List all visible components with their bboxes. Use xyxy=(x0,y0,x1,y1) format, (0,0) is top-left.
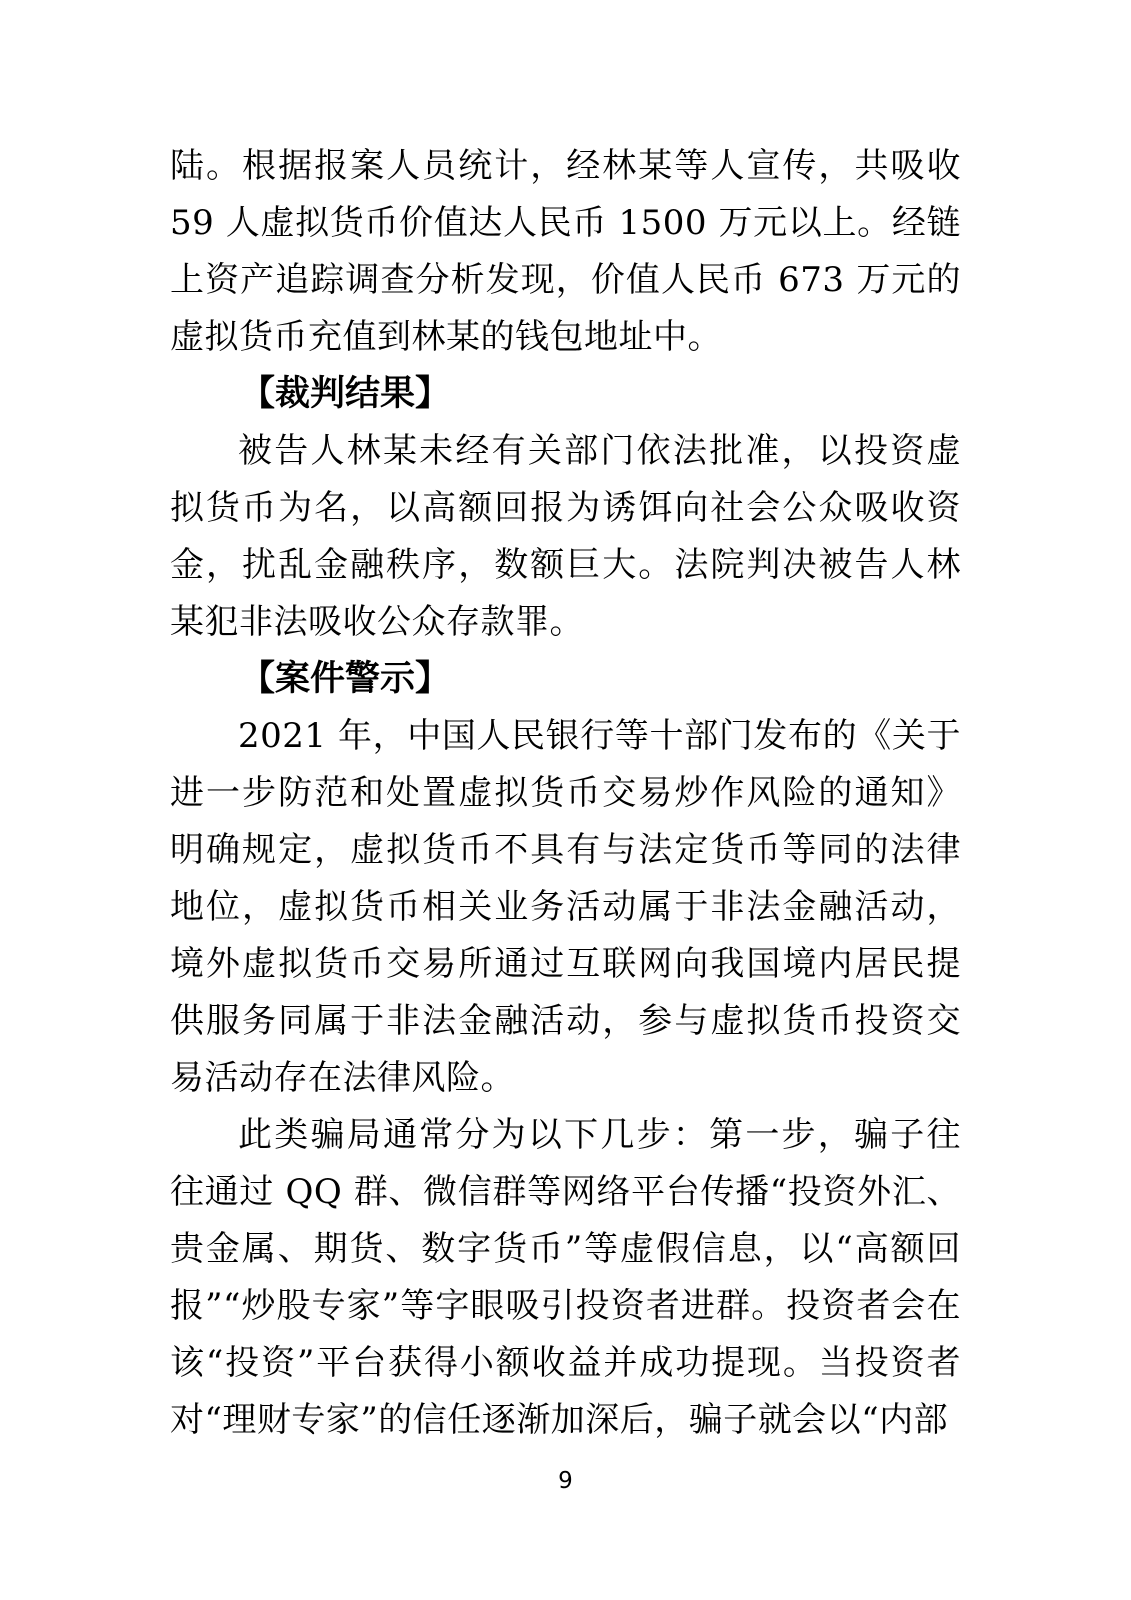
heading-judgment-result: 【裁判结果】 xyxy=(240,374,451,414)
page-number: 9 xyxy=(558,1468,573,1494)
document-body xyxy=(170,138,961,1449)
paragraph-case-facts-continued: 陆。根据报案人员统计，经林某等人宣传，共吸收 59 人虚拟货币价值达人民币 1500 万元以上。经链上资产追踪调查分析发现，价值人民币 673 万元的虚拟货币充值到林某的钱包地址中。 xyxy=(170,146,961,357)
paragraph-regulation-notice: 2021 年，中国人民银行等十部门发布的《关于进一步防范和处置虚拟货币交易炒作风险的通知》明确规定，虚拟货币不具有与法定货币等同的法律地位，虚拟货币相关业务活动属于非法金融活动，境外虚拟货币交易所通过互联网向我国境内居民提供服务同属于非法金融活动，参与虚拟货币投资交易活动存在法律风险。 xyxy=(170,716,961,1098)
paragraph-scam-steps: 此类骗局通常分为以下几步：第一步，骗子往往通过 QQ 群、微信群等网络平台传播“投资外汇、贵金属、期货、数字货币”等虚假信息，以“高额回报”“炒股专家”等字眼吸引投资者进群。投资者会在该“投资”平台获得小额收益并成功提现。当投资者对“理财专家”的信任逐渐加深后，骗子就会以“内部 xyxy=(170,1115,961,1440)
paragraph-judgment-result: 被告人林某未经有关部门依法批准，以投资虚拟货币为名，以高额回报为诱饵向社会公众吸收资金，扰乱金融秩序，数额巨大。法院判决被告人林某犯非法吸收公众存款罪。 xyxy=(170,431,961,642)
heading-case-warning: 【案件警示】 xyxy=(240,659,451,699)
